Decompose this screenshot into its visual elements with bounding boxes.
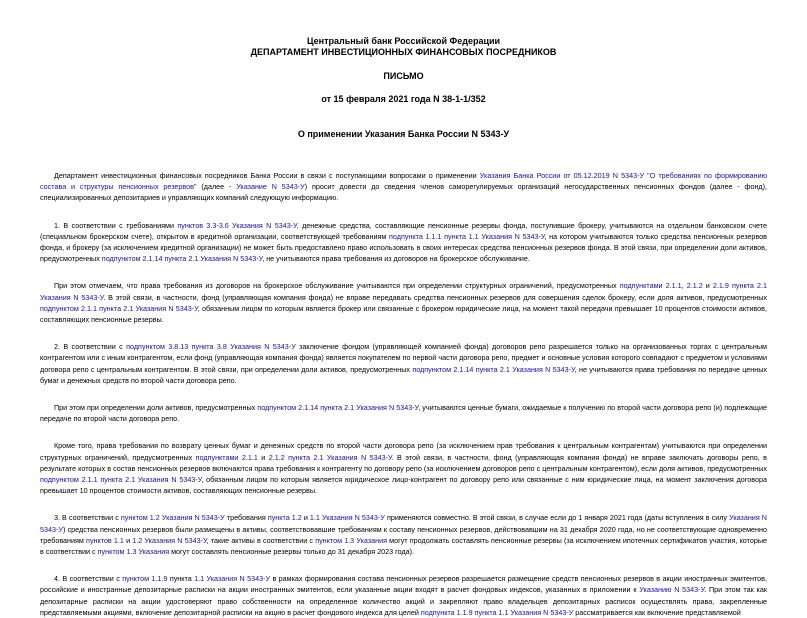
legal-reference-link[interactable]: подпунктом 3.8.13 пункта 3.8 Указания N 5343-У bbox=[126, 342, 296, 352]
legal-reference-link[interactable]: подпунктом 2.1.1 пункта 2.1 Указания N 5343-У bbox=[40, 475, 202, 485]
paragraph-text: 4. В соответствии с bbox=[54, 574, 123, 584]
paragraph-text: , такие активы в соответствии с bbox=[206, 535, 316, 545]
paragraph bbox=[40, 573, 767, 618]
legal-reference-link[interactable]: 2.1.9 пункта 2.1 Указания N 5343-У bbox=[40, 281, 767, 302]
legal-reference-link[interactable]: подпунктом 2.1.14 пункта 2.1 Указания N 5343-У bbox=[257, 403, 419, 413]
legal-reference-link[interactable]: пунктом 1.1.9 bbox=[122, 574, 168, 584]
paragraph bbox=[40, 341, 767, 386]
legal-reference-link[interactable]: 1.1 Указания N 5343-У bbox=[309, 513, 385, 523]
paragraph-text: заключение фондом (управляющей компанией фонда) договоров репо разрешается только на организованных торгах с центральным контрагентом или с иным контрагентом, если фонд (управляющая компания фонда) является покупателем по первой части договора репо, предмет и основные условия которого совпадают с предметом и условиями договора репо с центральным контрагентом. В этой связи, при определении доли активов, предусмотренных bbox=[40, 342, 767, 374]
legal-reference-link[interactable]: пунктом 1.3 Указания bbox=[315, 535, 387, 545]
paragraph-text: применяются совместно. В этой связи, в случае если до 1 января 2021 года (даты вступления в силу bbox=[384, 513, 730, 523]
paragraph bbox=[40, 402, 767, 424]
paragraph bbox=[40, 440, 767, 496]
paragraph-text: , не учитываются права требования по передаче ценных бумаг и денежных средств по второй части договора репо. bbox=[40, 364, 767, 385]
legal-reference-link[interactable]: Указание N 5343-У bbox=[236, 182, 305, 192]
paragraph-text: 3. В соответствии с bbox=[54, 513, 121, 523]
paragraph-text: ) просит довести до сведения членов саморегулируемых организаций негосударственных пенсионных фондов (далее - фонд), специализированных депозитариев и управляющих компаний следующую информацию. bbox=[40, 182, 767, 203]
legal-reference-link[interactable]: подпункта 1.1.1 пункта 1.1 Указания N 5343-У bbox=[389, 231, 545, 241]
legal-reference-link[interactable]: пунктов 3.3-3.6 Указания N 5343-У bbox=[177, 220, 297, 230]
paragraph-text: и bbox=[301, 513, 310, 523]
paragraph-text: . В этой связи, в частности, фонд (управляющая компания фонда) не вправе передавать средства пенсионных резервов для совершения сделок брокеру, если доля активов, предусмотренных bbox=[103, 292, 767, 302]
legal-reference-link[interactable]: Указания N 5343-У bbox=[40, 513, 767, 534]
paragraph-text: (далее - bbox=[196, 182, 237, 192]
legal-reference-link[interactable]: подпунктом 2.1.1 пункта 2.1 Указания N 5343-У bbox=[40, 303, 198, 313]
document-page bbox=[0, 36, 807, 617]
paragraph-text: При этом при определении доли активов, предусмотренных bbox=[54, 403, 258, 413]
paragraph-text: и bbox=[123, 535, 133, 545]
paragraph-text: , обязанным лицом по которым является брокер или связанные с брокером юридические лица, на момент такой передачи превышает 10 процентов стоимости активов, составляющих пенсионные резервы. bbox=[40, 303, 767, 325]
paragraph-text: в рамках формирования состава пенсионных резервов разрешается размещение средств пенсионных резервов в акции иностранных эмитентов, российские и иностранные депозитарные расписки на акции иностранных эмитентов, если указанные акции входят в расчет фондовых индексов, указанных в приложении к bbox=[40, 574, 767, 595]
legal-reference-link[interactable]: 2.1.2 пункта 2.1 Указания N 5343-У bbox=[268, 452, 392, 462]
paragraph-text: , bbox=[681, 281, 687, 291]
paragraph-text: , денежные средства, составляющие пенсионные резервы фонда, поступившие брокеру, учитываются на отдельном банковском счете (специальном брокерском счете), открытом в кредитной организации, соответствующей требованиям bbox=[40, 220, 768, 241]
paragraph-text: , учитываются ценные бумаги, ожидаемые к получению по второй части договора репо (и) подлежащие передаче по второй части договора репо. bbox=[40, 403, 767, 424]
paragraph-text: могут составлять пенсионные резервы только до 31 декабря 2023 года). bbox=[169, 547, 415, 557]
paragraph-text: При этом отмечаем, что права требования из договоров на брокерское обслуживание учитываются при определении структурных ограничений, предусмотренных bbox=[54, 281, 620, 291]
legal-reference-link[interactable]: пунктом 1.2 Указания N 5343-У bbox=[120, 513, 225, 523]
paragraph bbox=[40, 170, 767, 204]
legal-reference-link[interactable]: Указанию N 5343-У bbox=[639, 585, 705, 595]
legal-reference-link[interactable]: подпунктами 2.1.1 bbox=[619, 281, 682, 291]
legal-reference-link[interactable]: 1.2 Указания N 5343-У bbox=[132, 535, 207, 545]
paragraph-text: 1. В соответствии с требованиями bbox=[54, 220, 178, 230]
paragraph-text: ) средства пенсионных резервов были размещены в активы, соответствовавшие требованиям к составу пенсионных резервов, действовавшим на 31 декабря 2020 года, но не соответствующие одновременно требованиям bbox=[40, 524, 767, 545]
legal-reference-link[interactable]: 1.1 Указания N 5343-У bbox=[194, 574, 271, 584]
paragraph-text: пункта bbox=[167, 574, 195, 584]
paragraph-text: . В этой связи, в частности, фонд (управляющая компания фонда) не вправе заключать договоры репо, в результате которых в состав пенсионных резервов включаются права требования к контрагенту по договору репо (за исключением договоров репо с центральным контрагентом), если доля активов, предусмотренных bbox=[40, 452, 767, 473]
issuer-name: Центральный банк Российской Федерации bbox=[306, 36, 501, 46]
legal-reference-link[interactable]: подпунктом 2.1.14 пункта 2.1 Указания N 5343-У bbox=[412, 364, 575, 374]
legal-reference-link[interactable]: 2.1.2 bbox=[686, 281, 703, 291]
legal-reference-link[interactable]: пункта 1.2 bbox=[267, 513, 302, 523]
paragraph-text: 2. В соответствии с bbox=[54, 342, 127, 352]
paragraph-text: Кроме того, права требования по возврату ценных бумаг и денежных средств по второй части договора репо (за исключением прав требования к центральным контрагентам) учитываются при определении структурных ограничений, предусмотренных bbox=[40, 441, 767, 462]
paragraph bbox=[40, 280, 767, 325]
paragraph-text: и bbox=[257, 452, 269, 462]
legal-reference-link[interactable]: подпункта 1.1.9 пункта 1.1 Указания N 5343-У bbox=[420, 607, 574, 617]
paragraph-text: , обязанным лицом по которым является юридическое лицо-контрагент по договору репо или связанные с ним юридические лица, на момент заключения договора превышает 10 процентов стоимости активов, составляющих пенсионные резервы. bbox=[40, 475, 767, 496]
paragraph bbox=[40, 512, 767, 557]
paragraph-text: Департамент инвестиционных финансовых посредников Банка России в связи с поступающими вопросами о применении bbox=[54, 171, 480, 180]
paragraph-text: требования bbox=[224, 513, 268, 523]
paragraph-text: . При этом так как депозитарные расписки на акции удостоверяют право собственности на определенное количество акций и закрепляют право владельцев депозитарных расписок осуществлять права, закрепленные представляемыми акциями, включение депозитарной расписки на акцию в расчет фондового индекса для целей bbox=[40, 585, 767, 617]
paragraph-text: могут продолжать составлять пенсионные резервы (за исключением ипотечных сертификатов участия, которые в соответствии с bbox=[40, 535, 767, 557]
paragraph-text: рассматривается как включение представляемой bbox=[573, 607, 741, 617]
document-title: О применении Указания Банка России N 5343-У bbox=[297, 129, 510, 139]
legal-reference-link[interactable]: подпунктами 2.1.1 bbox=[195, 452, 258, 462]
document-type: ПИСЬМО bbox=[383, 71, 424, 81]
legal-reference-link[interactable]: пунктов 1.1 bbox=[86, 535, 124, 545]
paragraph bbox=[40, 220, 767, 265]
document-body bbox=[40, 170, 767, 618]
legal-reference-link[interactable]: пунктом 1.3 Указания bbox=[97, 547, 170, 557]
department-name: ДЕПАРТАМЕНТ ИНВЕСТИЦИОННЫХ ФИНАНСОВЫХ ПОСРЕДНИКОВ bbox=[250, 47, 557, 57]
document-date-number: от 15 февраля 2021 года N 38-1-1/352 bbox=[321, 94, 486, 104]
legal-reference-link[interactable]: подпунктом 2.1.14 пункта 2.1 Указания N 5343-У bbox=[101, 254, 263, 264]
paragraph-text: , на котором учитываются только средства пенсионных резервов фонда, и брокеру (за исключением кредитной организации) не может быть предоставлено право использовать в своих интересах средства пенсионных резервов фонда. В этой связи, при определении доли активов, предусмотренных bbox=[40, 231, 767, 264]
paragraph-text: и bbox=[702, 281, 713, 291]
paragraph-text: , не учитываются права требования из договоров на брокерское обслуживание. bbox=[262, 254, 530, 264]
legal-reference-link[interactable]: Указания Банка России от 05.12.2019 N 5343-У "О требованиях по формированию состава и структуры пенсионных резервов" bbox=[40, 171, 768, 192]
